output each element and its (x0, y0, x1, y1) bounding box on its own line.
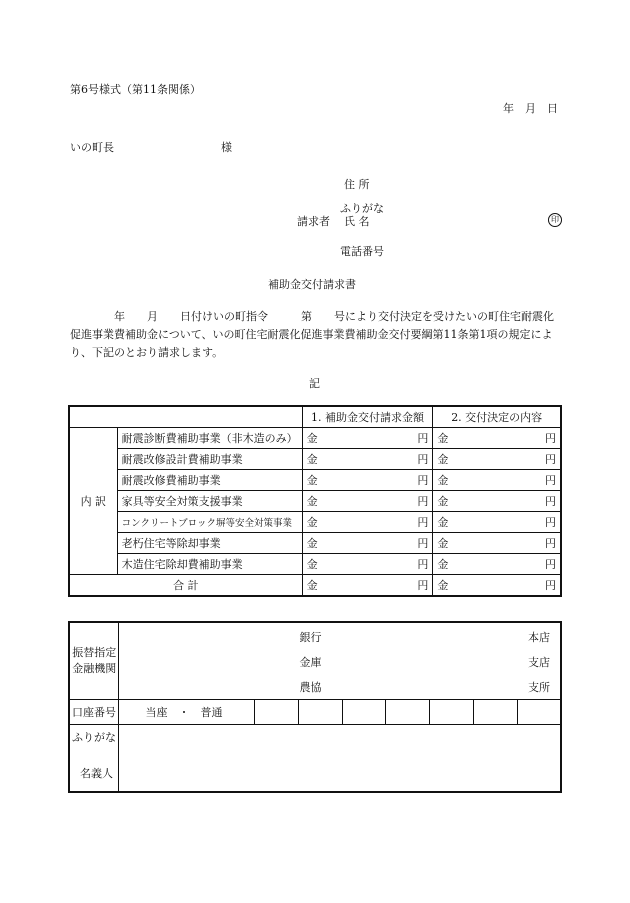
currency-unit: 円 (417, 432, 429, 445)
breakdown-header-row (69, 406, 561, 428)
currency-prefix: 金 (437, 579, 449, 592)
claim-amount-field[interactable] (302, 449, 433, 470)
date-line: 年 月 日 (503, 102, 558, 115)
account-holder-row (69, 725, 561, 793)
currency-prefix: 金 (437, 558, 449, 571)
account-type-options[interactable]: 当座 ・ 普通 (119, 700, 255, 725)
decision-amount-field[interactable] (433, 470, 561, 491)
claim-amount-field[interactable] (302, 554, 433, 575)
currency-prefix: 金 (306, 495, 318, 508)
row-label: コンクリートブロック塀等安全対策事業 (117, 512, 302, 533)
col-header-claim-amount: 1. 補助金交付請求金額 (302, 406, 433, 428)
row-label: 木造住宅除却費補助事業 (117, 554, 302, 575)
institution-row (69, 622, 561, 700)
bank-type-nokyo: 農協 (299, 681, 322, 694)
account-digit-cell[interactable] (473, 700, 517, 725)
holder-furigana-label: ふりがな (72, 731, 116, 744)
currency-unit: 円 (545, 558, 556, 571)
currency-unit: 円 (417, 453, 429, 466)
holder-label-cell (69, 725, 119, 793)
addressee-name: いの町長 (70, 141, 114, 154)
form-number: 第6号様式（第11条関係） (70, 83, 201, 96)
decision-amount-field[interactable] (433, 491, 561, 512)
bank-type-kinko: 金庫 (299, 656, 322, 669)
currency-prefix: 金 (437, 432, 449, 445)
currency-unit: 円 (417, 558, 429, 571)
holder-name-label: 名義人 (80, 767, 113, 780)
institution-field[interactable] (119, 622, 561, 700)
account-number-label: 口座番号 (69, 700, 119, 725)
account-digit-cell[interactable] (342, 700, 386, 725)
currency-unit: 円 (417, 579, 429, 592)
total-row (69, 575, 561, 597)
decision-amount-field[interactable] (433, 428, 561, 449)
account-digit-cell[interactable] (386, 700, 430, 725)
name-label: 氏 名 (344, 215, 370, 228)
table-row (69, 533, 561, 554)
currency-prefix: 金 (437, 474, 449, 487)
table-row (69, 554, 561, 575)
table-row (69, 428, 561, 449)
currency-unit: 円 (545, 537, 556, 550)
total-label: 合 計 (69, 575, 302, 597)
request-body-text: 年 月 日付けいの町指令 第 号により交付決定を受けたいの町住宅耐震化促進事業費補助金について、いの町住宅耐震化促進事業費補助金交付要綱第11条第1項の規定により、下記のとおり請求します。 (70, 310, 554, 359)
claim-amount-field[interactable] (302, 470, 433, 491)
account-digit-cell[interactable] (517, 700, 561, 725)
currency-prefix: 金 (306, 558, 318, 571)
account-digit-cell[interactable] (255, 700, 299, 725)
claim-amount-field[interactable] (302, 533, 433, 554)
currency-prefix: 金 (437, 537, 449, 550)
decision-amount-field[interactable] (433, 554, 561, 575)
currency-prefix: 金 (306, 579, 318, 592)
account-digit-cell[interactable] (430, 700, 474, 725)
table-row (69, 470, 561, 491)
addressee-honorific: 様 (221, 141, 232, 154)
currency-unit: 円 (417, 537, 429, 550)
bank-account-table (68, 621, 562, 793)
currency-unit: 円 (545, 516, 556, 529)
col-header-decision-content: 2. 交付決定の内容 (433, 406, 561, 428)
total-decision-amount-field[interactable] (433, 575, 561, 597)
currency-unit: 円 (417, 495, 429, 508)
decision-amount-field[interactable] (433, 512, 561, 533)
currency-unit: 円 (417, 474, 429, 487)
requester-label: 請求者 (297, 215, 330, 228)
total-claim-amount-field[interactable] (302, 575, 433, 597)
branch-type-shisho: 支所 (528, 681, 550, 694)
decision-amount-field[interactable] (433, 449, 561, 470)
breakdown-side-label: 内 訳 (69, 428, 117, 575)
currency-prefix: 金 (306, 474, 318, 487)
ki-label: 記 (309, 377, 320, 390)
claim-amount-field[interactable] (302, 512, 433, 533)
row-label: 家具等安全対策支援事業 (117, 491, 302, 512)
document-title: 補助金交付請求書 (268, 278, 356, 291)
claim-amount-field[interactable] (302, 428, 433, 449)
claim-amount-field[interactable] (302, 491, 433, 512)
phone-label: 電話番号 (340, 245, 384, 258)
furigana-label: ふりがな (340, 202, 384, 215)
branch-type-honten: 本店 (528, 631, 550, 644)
currency-unit: 円 (545, 453, 556, 466)
table-row (69, 449, 561, 470)
currency-prefix: 金 (437, 453, 449, 466)
address-label: 住 所 (344, 178, 370, 191)
bank-type-ginko: 銀行 (299, 631, 322, 644)
blank-corner (69, 406, 302, 428)
account-number-row (69, 700, 561, 725)
seal-icon: 印 (548, 213, 562, 227)
currency-unit: 円 (545, 432, 556, 445)
breakdown-table (68, 405, 562, 597)
decision-amount-field[interactable] (433, 533, 561, 554)
currency-unit: 円 (417, 516, 429, 529)
row-label: 耐震改修設計費補助事業 (117, 449, 302, 470)
currency-prefix: 金 (306, 453, 318, 466)
table-row (69, 491, 561, 512)
currency-prefix: 金 (306, 537, 318, 550)
currency-unit: 円 (545, 495, 556, 508)
institution-label: 振替指定金融機関 (69, 622, 119, 700)
account-holder-field[interactable] (119, 725, 561, 793)
table-row (69, 512, 561, 533)
currency-prefix: 金 (306, 432, 318, 445)
row-label: 耐震診断費補助事業（非木造のみ） (117, 428, 302, 449)
currency-unit: 円 (545, 474, 556, 487)
account-digit-cell[interactable] (299, 700, 343, 725)
currency-prefix: 金 (437, 495, 449, 508)
row-label: 老朽住宅等除却事業 (117, 533, 302, 554)
currency-unit: 円 (545, 579, 556, 592)
currency-prefix: 金 (437, 516, 449, 529)
row-label: 耐震改修費補助事業 (117, 470, 302, 491)
currency-prefix: 金 (306, 516, 318, 529)
branch-type-shiten: 支店 (528, 656, 550, 669)
